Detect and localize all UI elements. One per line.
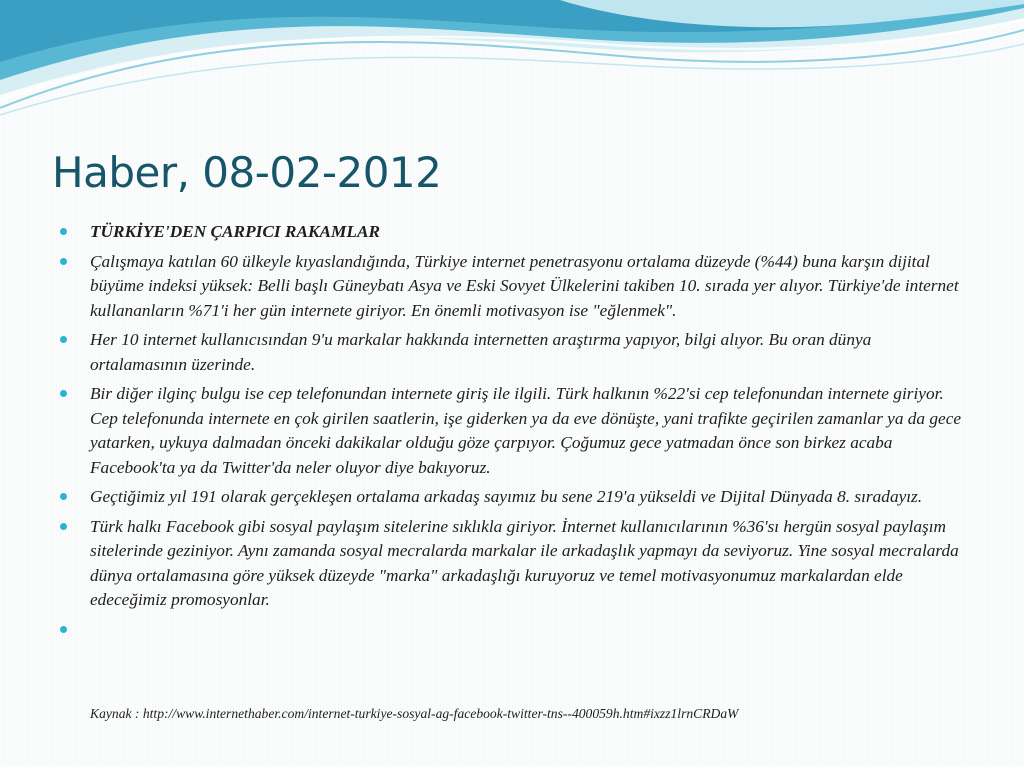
slide-title: Haber, 08-02-2012 — [52, 148, 442, 197]
bullet-dot-icon — [60, 493, 67, 500]
bullet-text: Türk halkı Facebook gibi sosyal paylaşım sitelerine sıklıkla giriyor. İnternet kullanıcılarının %36'sı hergün sosyal paylaşım sitelerinde geziniyor. Aynı zamanda sosyal mecralarda markalar ile arkadaşlık yapmayı da seviyoruz. Yine sosyal mecralarda dünya ortalamasına göre yüksek düzeyde "marka" arkadaşlığı kuruyoruz ve temel motivasyonumuz markalardan elde edeceğimiz promosyonlar. — [90, 516, 959, 609]
bullet-dot-icon — [60, 336, 67, 343]
bullet-item — [60, 485, 970, 510]
header-wave-decoration — [0, 0, 1024, 130]
bullet-item — [60, 515, 970, 613]
bullet-text: Çalışmaya katılan 60 ülkeyle kıyaslandığında, Türkiye internet penetrasyonu ortalama düzeyde (%44) buna karşın dijital büyüme indeksi yüksek: Belli başlı Güneybatı Asya ve Eski Sovyet Ülkelerini takiben 10. sırada yer alıyor. Türkiye'de internet kullananların %71'i her gün internete giriyor. En önemli motivasyon ise "eğlenmek". — [90, 251, 959, 320]
bullet-item — [60, 220, 970, 245]
bullet-item — [60, 250, 970, 324]
bullet-dot-icon — [60, 390, 67, 397]
bullet-text: Bir diğer ilginç bulgu ise cep telefonundan internete giriş ile ilgili. Türk halkının %22'si cep telefonundan internete giriyor. Cep telefonunda internete en çok girilen saatlerin, işe giderken ya da eve dönüşte, yani trafikte geçirilen zamanlar ya da gece yatarken, uykuya dalmadan önceki dakikalar olduğu göze çarpıyor. Çoğumuz gece yatmadan önce son birkez acaba Facebook'ta ya da Twitter'da neler oluyor diye bakıyoruz. — [90, 384, 962, 477]
bullet-dot-icon — [60, 258, 67, 265]
bullet-text: TÜRKİYE'DEN ÇARPICI RAKAMLAR — [90, 222, 381, 241]
bullet-item — [60, 328, 970, 377]
bullet-list — [60, 220, 970, 638]
bullet-text: Her 10 internet kullanıcısından 9'u markalar hakkında internetten araştırma yapıyor, bilgi alıyor. Bu oran dünya ortalamasının üzerinde. — [90, 330, 872, 374]
bullet-dot-icon — [60, 228, 67, 235]
bullet-dot-icon — [60, 523, 67, 530]
bullet-dot-icon — [60, 626, 67, 633]
bullet-item — [60, 382, 970, 480]
source-link[interactable]: Kaynak : http://www.internethaber.com/internet-turkiye-sosyal-ag-facebook-twitter-tns--400059h.htm#ixzz1lrnCRDaW — [90, 706, 739, 721]
bullet-item-empty — [60, 618, 970, 636]
bullet-text: Geçtiğimiz yıl 191 olarak gerçekleşen ortalama arkadaş sayımız bu sene 219'a yükseldi ve Dijital Dünyada 8. sıradayız. — [90, 487, 923, 506]
